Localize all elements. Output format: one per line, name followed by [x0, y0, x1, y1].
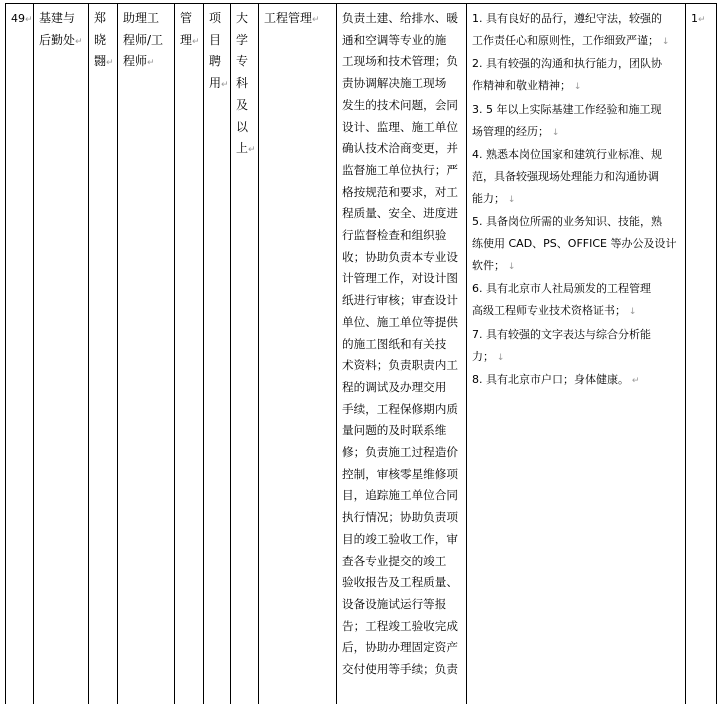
cell-requirements [466, 4, 685, 704]
table-row [5, 3, 717, 704]
paragraph-mark-icon: ↵ [312, 15, 320, 25]
paragraph-mark-icon: ↵ [75, 36, 83, 47]
text-line: 力； ↓ [472, 349, 505, 363]
text-line: 范，具备较强现场处理能力和沟通协调 [472, 169, 659, 183]
cell-major [258, 4, 336, 704]
text-line: 程的调试及办理交用 [342, 379, 447, 394]
cell-department [33, 4, 88, 704]
line-break-icon: ↓ [659, 36, 670, 47]
text-line: 工程管理↵ [264, 11, 320, 25]
paragraph-mark-icon: ↵ [629, 376, 640, 387]
text-line: 查各专业提交的竣工 [342, 553, 447, 568]
text-line: 项 [209, 11, 222, 25]
text-line: 管 [180, 11, 193, 25]
paragraph-mark-icon: ↵ [147, 58, 155, 69]
text-line: 专 [236, 54, 249, 69]
text-line: 大 [236, 11, 249, 25]
line-break-icon: ↓ [505, 261, 516, 272]
text-line: 的施工图纸和有关技 [342, 336, 447, 351]
text-line: 郑 [94, 11, 107, 25]
text-line: 负责土建、给排水、暖 [342, 11, 458, 25]
text-line: 目，追踪施工单位合同 [342, 488, 458, 503]
text-line: 程师↵ [123, 54, 155, 69]
text-line: 作精神和敬业精神； ↓ [472, 79, 582, 93]
text-line: 后勤处↵ [39, 32, 83, 47]
text-line: 1. 具有良好的品行，遵纪守法，较强的 [472, 12, 662, 25]
text-line: 责协调解决施工现场 [342, 76, 447, 91]
text-line: 2. 具有较强的沟通和执行能力，团队协 [472, 57, 662, 71]
text-line: 理↵ [180, 32, 200, 47]
text-line: 验收报告及工程质量、 [342, 575, 458, 590]
text-line: 学 [236, 32, 249, 47]
text-line: 高级工程师专业技术资格证书； ↓ [472, 304, 637, 318]
text-line: 执行情况；协助负责项 [342, 510, 458, 525]
text-line: 目的竣工验收工作，审 [342, 531, 458, 546]
text-line: 工作责任心和原则性，工作细致严谨； ↓ [472, 33, 670, 47]
text-line: 格按规范和要求，对工 [342, 184, 458, 199]
text-line: 修；负责施工过程造价 [342, 445, 458, 460]
text-line: 确认技术洽商变更，并 [342, 141, 458, 156]
text-line: 通和空调等专业的施 [342, 32, 447, 47]
paragraph-mark-icon: ↵ [248, 145, 256, 156]
text-line: 发生的技术问题，会同 [342, 97, 458, 112]
text-line: 收；协助负责本专业设 [342, 249, 458, 264]
text-line: 行监督检查和组织验 [342, 228, 447, 243]
text-line: 计管理工作，对设计图 [342, 271, 458, 286]
text-line: 能力； ↓ [472, 191, 516, 205]
line-break-icon: ↓ [505, 194, 516, 205]
text-line: 以 [236, 119, 249, 134]
text-line: 翾↵ [94, 54, 114, 69]
text-line: 及 [236, 97, 249, 112]
text-line: 1↵ [691, 12, 706, 25]
cell-person [88, 4, 117, 704]
line-break-icon: ↓ [549, 127, 560, 138]
text-line: 程师/工 [123, 32, 164, 47]
text-line: 上↵ [236, 141, 256, 156]
line-break-icon: ↓ [626, 307, 637, 318]
paragraph-mark-icon: ↵ [25, 15, 33, 25]
text-line: 手续，工程保修期内质 [342, 401, 458, 416]
cell-duties [336, 4, 466, 704]
paragraph-mark-icon: ↵ [192, 36, 200, 47]
paragraph-mark-icon: ↵ [106, 58, 114, 69]
text-line: 科 [236, 76, 249, 91]
text-line: 告；工程竣工验收完成 [342, 618, 458, 633]
text-line: 工现场和技术管理；负 [342, 54, 458, 69]
text-line: 控制，审核零星维修项 [342, 466, 458, 481]
text-line: 程质量、安全、进度进 [342, 206, 458, 221]
text-line: 单位、施工单位等提供 [342, 314, 458, 329]
line-break-icon: ↓ [494, 352, 505, 363]
text-line: 聘 [209, 54, 222, 69]
text-line: 目 [209, 32, 222, 47]
text-line: 后，协助办理固定资产 [342, 640, 458, 655]
cell-title [117, 4, 174, 704]
cell-education [230, 4, 258, 704]
cell-employment [203, 4, 230, 704]
text-line: 场管理的经历； ↓ [472, 124, 560, 138]
line-break-icon: ↓ [571, 82, 582, 93]
text-line: 4. 熟悉本岗位国家和建筑行业标准、规 [472, 148, 662, 162]
text-line: 设计、监理、施工单位 [342, 119, 458, 134]
text-line: 术资料；负责职责内工 [342, 358, 458, 373]
cell-number [5, 4, 33, 704]
text-line: 8. 具有北京市户口；身体健康。 ↵ [472, 373, 640, 387]
text-line: 纸进行审核；审查设计 [342, 293, 458, 308]
text-line: 设备设施试运行等报 [342, 596, 447, 611]
cell-category [174, 4, 203, 704]
text-line: 49↵ [11, 12, 33, 25]
text-line: 基建与 [39, 11, 76, 25]
text-line: 晓 [94, 32, 107, 47]
paragraph-mark-icon: ↵ [698, 15, 706, 25]
cell-count [685, 4, 717, 704]
text-line: 6. 具有北京市人社局颁发的工程管理 [472, 282, 651, 296]
text-line: 监督施工单位执行；严 [342, 162, 458, 177]
text-line: 助理工 [123, 11, 160, 25]
text-line: 7. 具有较强的文字表达与综合分析能 [472, 327, 651, 341]
text-line: 3. 5 年以上实际基建工作经验和施工现 [472, 102, 662, 116]
paragraph-mark-icon: ↵ [221, 80, 229, 91]
text-line: 5. 具备岗位所需的业务知识、技能，熟 [472, 215, 662, 229]
text-line: 用↵ [209, 76, 229, 91]
text-line: 量问题的及时联系维 [342, 423, 447, 438]
text-line: 软件； ↓ [472, 258, 516, 272]
text-line: 交付使用等手续；负责 [342, 662, 458, 677]
text-line: 练使用 CAD、PS、OFFICE 等办公及设计 [472, 237, 677, 251]
